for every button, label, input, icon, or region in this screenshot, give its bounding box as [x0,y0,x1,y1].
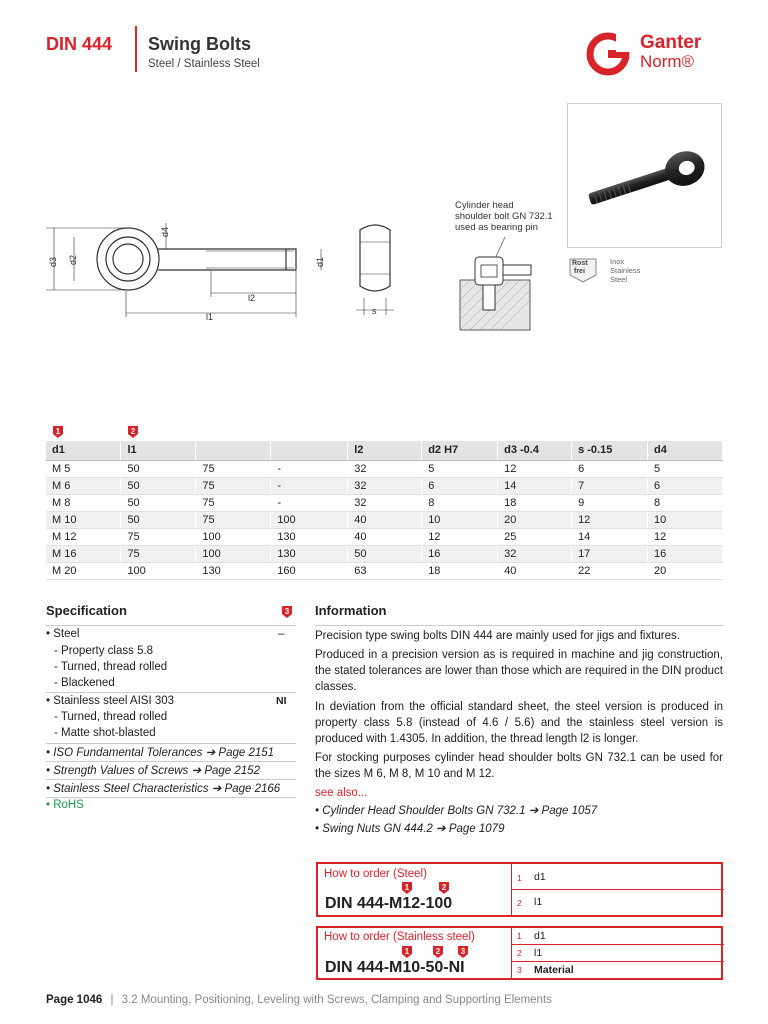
order-box-stainless [316,926,723,980]
swing-bolt-photo-icon [568,104,723,249]
frei-label: frei [574,268,585,275]
table-cell: 63 [348,562,422,579]
order-row: 1 d1 [512,864,724,890]
table-cell: 130 [271,528,348,545]
table-cell: 75 [196,460,271,477]
see-also-label: see also... [315,787,368,799]
table-cell: M 20 [46,562,121,579]
dim-d3: d3 [48,256,58,267]
col-d3: d3 -0.4 [498,441,572,460]
order-label: How to order (Steel) [324,868,427,880]
inox-label: Inox Stainless Steel [610,257,641,284]
svg-text:3: 3 [284,607,290,616]
table-cell: 50 [348,545,422,562]
table-cell: 32 [348,477,422,494]
footer [46,994,552,1006]
order-code: DIN 444-M12-100 [325,895,453,912]
brand-name-2: Norm® [640,52,695,71]
marker-2-icon [438,881,450,895]
spec-stainless-code: NI [276,695,287,707]
table-cell: 10 [648,511,723,528]
col-l2: l2 [348,441,422,460]
table-cell: 40 [498,562,572,579]
footer-section: 3.2 Mounting, Positioning, Leveling with Screws, Clamping and Supporting Elements [121,994,552,1006]
dim-l2: l2 [248,293,256,303]
order-row: 1 d1 [512,928,724,945]
table-cell: 10 [422,511,498,528]
col-l1: l1 [121,441,196,460]
order-code: DIN 444-M10-50-NI [325,959,465,976]
table-cell: - [271,494,348,511]
table-cell: M 6 [46,477,121,494]
svg-text:1: 1 [55,427,61,436]
table-cell: 32 [348,460,422,477]
info-paragraph: In deviation from the official standard sheet, the steel version is produced in property class 5.8 (instead of 4.6 / 5.6) and the stainless steel version is produced with 1.4305. In addition, the thread length l2 is longer. [315,701,723,745]
table-cell: 7 [572,477,648,494]
table-cell: 75 [196,494,271,511]
marker-1-icon [401,881,413,895]
table-cell: 8 [422,494,498,511]
order-row: 2 l1 [517,896,543,908]
dim-d2: d2 [68,254,78,265]
specification-title: Specification [46,603,127,618]
dim-s: s [372,306,377,316]
table-cell: 50 [121,511,196,528]
drawing-note: Cylinder head shoulder bolt GN 732.1 used as bearing pin [455,200,553,233]
spec-steel-item: - Property class 5.8 [54,645,154,657]
page-title: Swing Bolts [148,34,251,54]
table-row [46,494,723,511]
col-s: s -0.15 [572,441,648,460]
table-row [46,528,723,545]
marker-3-icon [281,605,293,619]
svg-text:3: 3 [460,947,466,956]
dim-d4: d4 [160,226,170,237]
marker-3-icon [457,945,469,959]
table-row [46,545,723,562]
link-cylinder-head-bolts[interactable]: • Cylinder Head Shoulder Bolts GN 732.1 ➔ Page 1057 [315,805,598,817]
link-iso-tolerances[interactable]: • ISO Fundamental Tolerances ➔ Page 2151 [46,747,275,759]
info-paragraph: Precision type swing bolts DIN 444 are mainly used for jigs and fixtures. [315,630,680,642]
table-row [46,511,723,528]
rost-label: Rost [572,260,588,267]
table-cell: 18 [498,494,572,511]
table-row [46,460,723,477]
table-cell: 100 [121,562,196,579]
link-swing-nuts[interactable]: • Swing Nuts GN 444.2 ➔ Page 1079 [315,823,505,835]
table-cell: 12 [498,460,572,477]
brand-name: Ganter [640,32,702,53]
technical-drawing-front [352,220,402,320]
product-code: DIN 444 [46,34,113,54]
table-cell: 100 [196,528,271,545]
page-number: Page 1046 [46,994,103,1006]
dim-l1: l1 [206,312,214,322]
table-cell: - [271,477,348,494]
info-paragraph: Produced in a precision version as is required in machine and jig construction, the stated tolerances are lower than those which are required in the DIN product classes. [315,649,723,693]
table-row [46,477,723,494]
table-cell: 75 [121,528,196,545]
table-cell: 75 [196,511,271,528]
table-cell: 12 [422,528,498,545]
ganter-logo-icon [586,30,634,78]
marker-2-icon [432,945,444,959]
table-cell: 75 [196,477,271,494]
product-photo [567,103,722,248]
table-cell: 18 [422,562,498,579]
spec-stainless-item: - Turned, thread rolled [54,711,168,723]
page-subtitle: Steel / Stainless Steel [148,58,260,70]
info-paragraph: For stocking purposes cylinder head shoulder bolts GN 732.1 can be used for the sizes M 6, M 8, M 10 and M 12. [315,752,723,780]
marker-2-icon [127,425,139,439]
svg-text:1: 1 [404,883,410,892]
col-d4: d4 [648,441,723,460]
table-cell: 9 [572,494,648,511]
table-cell: M 8 [46,494,121,511]
dim-d1: d1 [315,256,325,267]
spec-steel-code: – [278,628,285,640]
table-cell: 75 [121,545,196,562]
table-cell: 40 [348,511,422,528]
link-strength-values[interactable]: • Strength Values of Screws ➔ Page 2152 [46,765,260,777]
table-cell: - [271,460,348,477]
order-row: 3 Material [517,964,574,976]
order-box-steel [316,862,723,917]
spec-steel-item: - Blackened [54,677,115,689]
table-cell: 25 [498,528,572,545]
table-cell: M 16 [46,545,121,562]
spec-steel-item: - Turned, thread rolled [54,661,168,673]
table-row [46,562,723,579]
link-stainless-characteristics[interactable]: • Stainless Steel Characteristics ➔ Page 2166 [46,783,281,795]
table-cell: 5 [422,460,498,477]
table-cell: 22 [572,562,648,579]
table-cell: 12 [648,528,723,545]
table-cell: 16 [648,545,723,562]
table-cell: 12 [572,511,648,528]
specification-section [46,603,296,811]
table-cell: 160 [271,562,348,579]
marker-1-icon [52,425,64,439]
table-cell: 8 [648,494,723,511]
table-cell: 14 [572,528,648,545]
footer-separator: | [110,994,114,1006]
spec-stainless-item: - Matte shot-blasted [54,727,156,739]
table-cell: 20 [498,511,572,528]
table-cell: M 10 [46,511,121,528]
svg-text:1: 1 [404,947,410,956]
dimension-table [46,441,723,580]
assembly-drawing [455,235,555,335]
table-cell: M 12 [46,528,121,545]
svg-text:2: 2 [435,947,441,956]
rohs-badge: • RoHS [46,799,84,811]
order-row: 2 l1 [512,945,724,962]
table-header-row [46,441,723,460]
table-cell: 50 [121,477,196,494]
table-cell: 20 [648,562,723,579]
table-cell: 32 [348,494,422,511]
table-cell: 40 [348,528,422,545]
table-cell: 100 [271,511,348,528]
table-cell: M 5 [46,460,121,477]
table-cell: 50 [121,460,196,477]
table-cell: 16 [422,545,498,562]
information-title: Information [315,603,387,618]
table-cell: 100 [196,545,271,562]
spec-stainless: • Stainless steel AISI 303 [46,695,175,707]
table-cell: 130 [196,562,271,579]
svg-text:2: 2 [130,427,136,436]
col-d2: d2 H7 [422,441,498,460]
table-cell: 6 [648,477,723,494]
table-cell: 32 [498,545,572,562]
header-divider [135,26,137,72]
table-cell: 130 [271,545,348,562]
table-cell: 5 [648,460,723,477]
col-d1: d1 [46,441,121,460]
technical-drawing-side [46,215,346,325]
marker-1-icon [401,945,413,959]
table-cell: 6 [422,477,498,494]
spec-steel: • Steel [46,628,80,640]
table-cell: 17 [572,545,648,562]
table-cell: 6 [572,460,648,477]
svg-text:2: 2 [441,883,447,892]
table-cell: 50 [121,494,196,511]
table-cell: 14 [498,477,572,494]
order-label: How to order (Stainless steel) [324,931,475,943]
